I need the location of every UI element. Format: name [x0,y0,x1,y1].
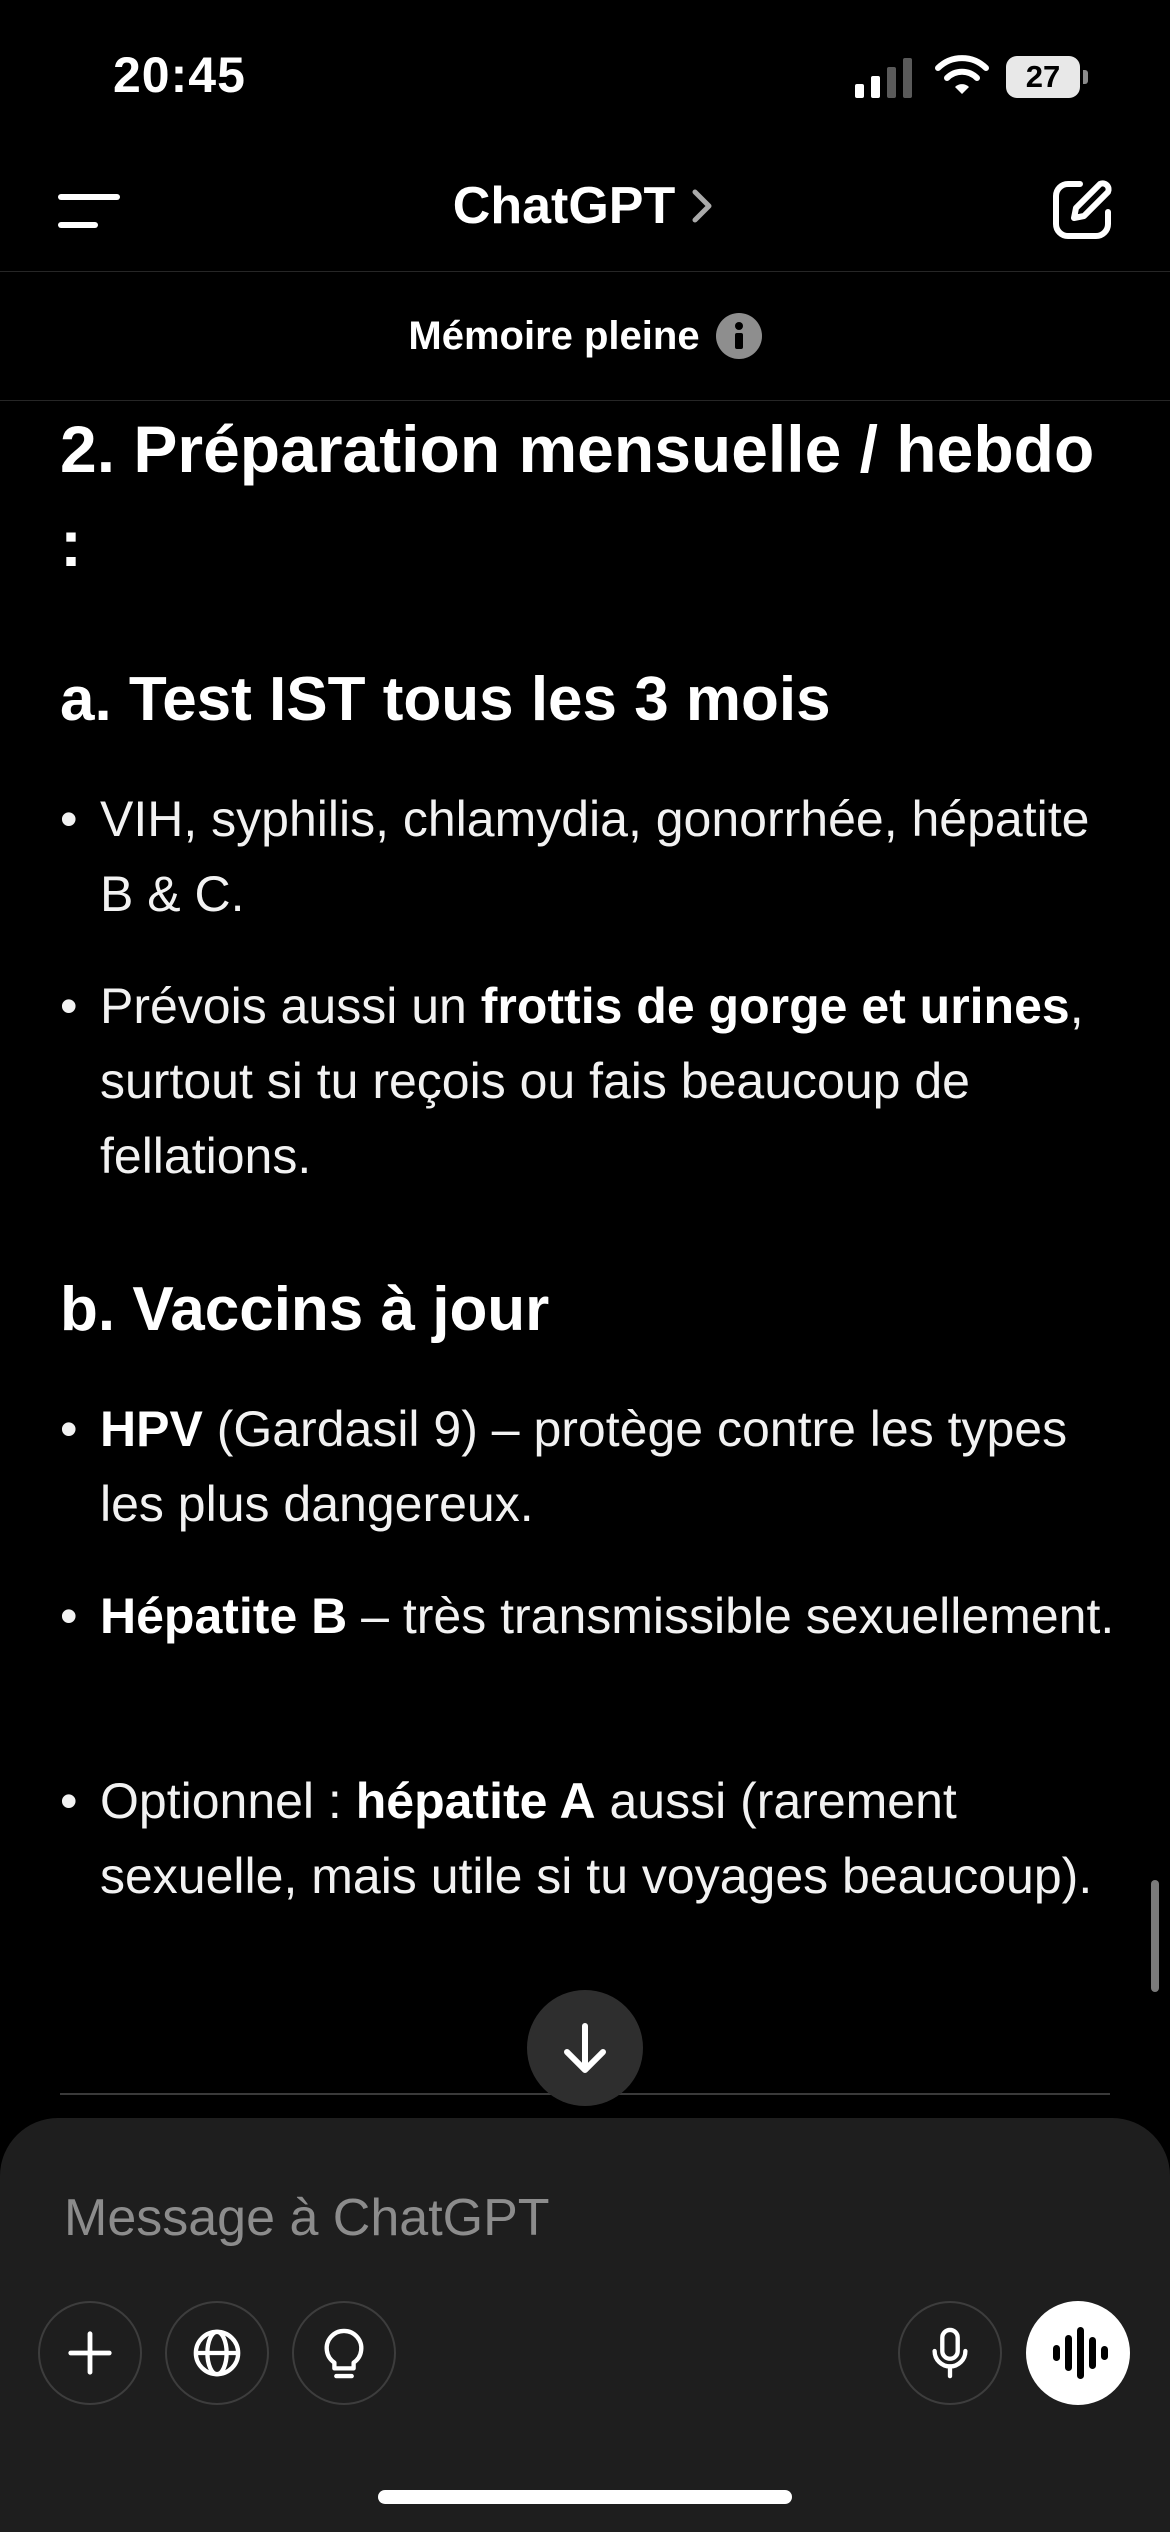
list-item-text: Hépatite B – très transmissible sexuellement. [100,1588,1115,1644]
plus-icon[interactable] [40,2303,140,2403]
list-item-text: HPV (Gardasil 9) – protège contre les types les plus dangereux. [100,1401,1068,1532]
subsection-heading-a: a. Test IST tous les 3 mois [60,665,831,734]
search-web-button[interactable] [165,2301,269,2405]
reason-button[interactable] [292,2301,396,2405]
edit-icon[interactable] [1046,174,1118,246]
status-bar [0,0,1170,150]
list-item-text: Prévois aussi un frottis de gorge et urines, surtout si tu reçois ou fais beaucoup de fellations. [100,978,1084,1184]
microphone-icon[interactable] [900,2303,1000,2403]
scrollbar[interactable] [1151,1880,1159,1992]
scroll-to-bottom-button[interactable] [527,1990,643,2106]
voice-waveform-icon[interactable] [1026,2301,1130,2405]
wifi-icon [934,52,990,96]
signal-icon [855,58,915,98]
model-selector[interactable] [0,176,1170,246]
arrow-down-icon[interactable] [527,1990,643,2106]
section-heading: 2. Préparation mensuelle / hebdo : [60,412,1095,580]
memory-banner[interactable] [0,273,1170,401]
battery-level: 27 [1025,59,1061,94]
voice-mode-button[interactable] [1026,2301,1130,2405]
status-time: 20:45 [113,47,246,103]
home-indicator [378,2490,792,2504]
subsection-heading-b: b. Vaccins à jour [60,1275,550,1344]
assistant-message: 2. Préparation mensuelle / hebdo : a. Test IST tous les 3 mois • VIH, syphilis, chlamydia, gonorrhée, hépatite B & C. • Prévois aussi un frottis de gorge et urines, surtout si tu reçois ou fais beaucoup de fellations. b. Vaccins à jour • HPV (Gardasil 9) – protège contre les types les plus dangereux. • Hépatite B – très transmissible sexuellement. • Optionnel : hépatite A aussi (rarement sexuelle, mais utile si tu voyages beaucoup). [0,402,1170,2102]
memory-status[interactable]: Mémoire pleine [408,313,700,358]
header-bar [0,150,1170,272]
globe-icon[interactable] [167,2303,267,2403]
message-composer [0,2118,1170,2532]
chevron-right-icon[interactable] [687,186,717,226]
battery-icon [1006,56,1088,98]
attach-button[interactable] [38,2301,142,2405]
lightbulb-icon[interactable] [294,2303,394,2403]
dictation-button[interactable] [898,2301,1002,2405]
list-item-text: Optionnel : hépatite A aussi (rarement sexuelle, mais utile si tu voyages beaucoup). [100,1773,1093,1904]
message-input[interactable]: Message à ChatGPT [64,2189,550,2247]
list-item-text: VIH, syphilis, chlamydia, gonorrhée, hépatite B & C. [100,791,1090,922]
info-icon[interactable] [716,313,762,359]
app-title[interactable]: ChatGPT [452,177,676,235]
